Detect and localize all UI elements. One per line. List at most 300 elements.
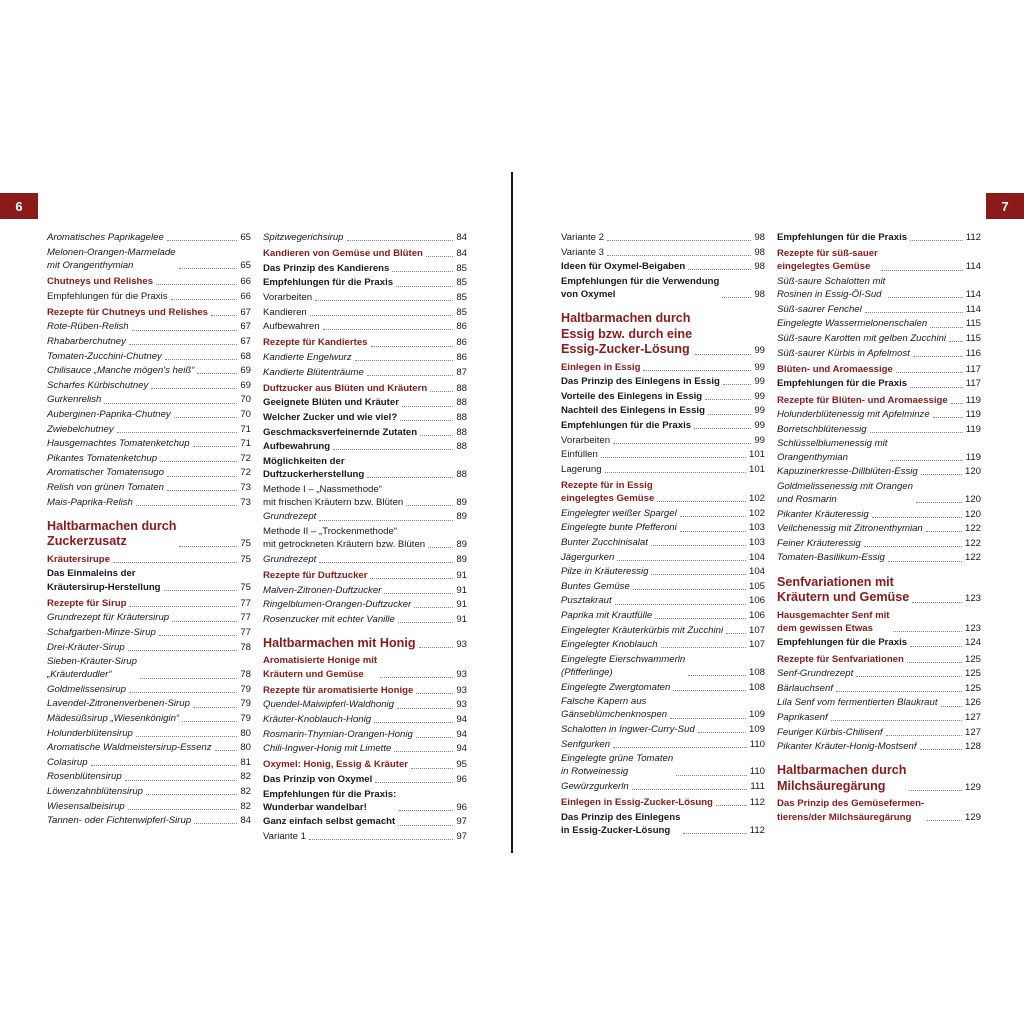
toc-entry-page: 128 (964, 741, 981, 753)
toc-dot-leader (179, 268, 238, 269)
toc-entry (263, 396, 467, 409)
toc-entry (47, 727, 251, 740)
toc-entry-title: Holunderblütenessig mit Apfelminze (777, 409, 930, 421)
toc-dot-leader (657, 501, 746, 502)
toc-entry (263, 510, 467, 523)
toc-entry-title: Grundrezept (263, 511, 317, 523)
toc-section-entry (47, 553, 251, 566)
toc-entry-title: Süß-saure Schalotten mit Rosinen in Essig-Öl-Sud (777, 276, 886, 301)
toc-entry (777, 726, 981, 739)
toc-dot-leader (655, 618, 746, 619)
toc-entry-page: 85 (456, 277, 467, 289)
toc-section-entry (777, 394, 981, 407)
toc-entry-page: 68 (240, 350, 251, 362)
toc-entry (47, 364, 251, 377)
toc-entry-page: 125 (964, 682, 981, 694)
toc-dot-leader (125, 780, 238, 781)
toc-dot-leader (129, 344, 237, 345)
toc-section-entry (47, 275, 251, 288)
toc-entry-page: 99 (754, 434, 765, 446)
toc-entry-title: Süß-saure Karotten mit gelben Zucchini (777, 332, 947, 344)
toc-dot-leader (370, 578, 453, 579)
toc-entry-title: Vorarbeiten (561, 434, 611, 446)
toc-entry-title: Eingelegter weißer Spargel (561, 507, 677, 519)
toc-entry-page: 81 (240, 756, 251, 768)
toc-entry-page: 104 (748, 551, 765, 563)
toc-dot-leader (909, 790, 962, 791)
toc-dot-leader (673, 690, 746, 691)
toc-dot-leader (910, 387, 963, 388)
toc-entry-page: 93 (456, 684, 467, 696)
toc-entry (263, 773, 467, 786)
toc-entry-title: Aromatisierte Honige mit Kräutern und Gemüse (263, 655, 378, 680)
toc-dot-leader (416, 693, 453, 694)
toc-entry-page: 66 (240, 290, 251, 302)
toc-entry-page: 120 (964, 508, 981, 520)
toc-dot-leader (896, 372, 963, 373)
toc-entry-title: Rosmarin-Thymian-Orangen-Honig (263, 728, 413, 740)
toc-entry-page: 98 (754, 288, 765, 300)
toc-dot-leader (91, 765, 238, 766)
toc-dot-leader (722, 297, 751, 298)
toc-dot-leader (197, 373, 237, 374)
toc-entry-title: Ganz einfach selbst gemacht (263, 816, 396, 828)
toc-entry (561, 811, 765, 837)
toc-entry (561, 536, 765, 549)
toc-entry-title: Pikanter Kräuteressig (777, 508, 869, 520)
toc-entry (263, 598, 467, 611)
toc-dot-leader (933, 417, 963, 418)
toc-entry-title: Das Einmaleins der Kräutersirup-Herstellung (47, 568, 161, 593)
toc-entry-title: Goldmelissenessig mit Orangen und Rosmarin (777, 480, 913, 505)
toc-entry (47, 423, 251, 436)
toc-dot-leader (384, 593, 453, 594)
toc-entry-page: 99 (754, 390, 765, 402)
toc-dot-leader (129, 692, 237, 693)
toc-entry-page: 67 (240, 306, 251, 318)
toc-entry-page: 88 (456, 468, 467, 480)
toc-entry-title: Rezepte für Chutneys und Relishes (47, 306, 208, 318)
toc-dot-leader (371, 346, 454, 347)
toc-chapter-entry (263, 636, 467, 652)
toc-entry-title: Variante 3 (561, 246, 605, 258)
toc-entry (263, 788, 467, 814)
toc-dot-leader (171, 299, 238, 300)
toc-dot-leader (643, 370, 751, 371)
toc-section-entry (263, 336, 467, 349)
toc-section-entry (561, 796, 765, 809)
toc-dot-leader (174, 417, 238, 418)
toc-entry (263, 366, 467, 379)
toc-dot-leader (708, 414, 751, 415)
toc-entry-title: Empfehlungen für die Praxis (777, 378, 908, 390)
toc-chapter-entry (561, 311, 765, 358)
toc-dot-leader (319, 520, 453, 521)
toc-entry (777, 636, 981, 649)
toc-entry-page: 99 (754, 376, 765, 388)
toc-dot-leader (194, 823, 237, 824)
toc-entry-page: 73 (240, 496, 251, 508)
toc-entry (263, 440, 467, 453)
toc-entry-page: 67 (240, 335, 251, 347)
toc-entry-page: 85 (456, 262, 467, 274)
toc-entry-page: 75 (240, 553, 251, 565)
toc-dot-leader (705, 399, 751, 400)
toc-entry (47, 496, 251, 509)
toc-entry-title: Empfehlungen für die Praxis (777, 637, 908, 649)
toc-entry-title: Welcher Zucker und wie viel? (263, 411, 398, 423)
toc-entry (47, 290, 251, 303)
toc-section-entry (777, 609, 981, 635)
toc-entry-title: Empfehlungen für die Praxis (777, 232, 908, 243)
toc-entry-title: Eingelegte bunte Pfefferoni (561, 522, 677, 534)
toc-entry (561, 260, 765, 273)
toc-dot-leader (694, 428, 751, 429)
toc-dot-leader (160, 461, 237, 462)
toc-entry-title: Chilisauce „Manche mögen's heiß“ (47, 365, 195, 377)
toc-entry-title: Haltbarmachen mit Honig (263, 635, 416, 650)
toc-dot-leader (193, 446, 238, 447)
toc-dot-leader (912, 602, 962, 603)
toc-entry-page: 66 (240, 276, 251, 287)
toc-entry-title: Hausgemachter Senf mit dem gewissen Etwas (777, 609, 890, 634)
toc-entry-page: 116 (965, 347, 981, 359)
toc-entry (561, 752, 765, 778)
toc-entry-page: 80 (240, 727, 251, 739)
toc-entry (47, 785, 251, 798)
toc-entry-page: 98 (754, 232, 765, 243)
toc-entry (777, 740, 981, 753)
toc-dot-leader (601, 457, 746, 458)
toc-entry-title: Goldmelissensirup (47, 683, 126, 695)
toc-entry-title: Oxymel: Honig, Essig & Kräuter (263, 759, 409, 771)
toc-entry-page: 91 (456, 613, 467, 625)
toc-entry-title: Chili-Ingwer-Honig mit Limette (263, 743, 392, 755)
toc-entry (47, 350, 251, 363)
toc-entry-page: 95 (456, 759, 467, 771)
toc-chapter-entry (777, 763, 981, 794)
toc-dot-leader (723, 384, 751, 385)
toc-entry (47, 246, 251, 272)
toc-dot-leader (605, 472, 746, 473)
toc-entry-title: Feiner Kräuteressig (777, 537, 861, 549)
toc-entry-title: Vorteile des Einlegens in Essig (561, 390, 703, 402)
toc-entry (561, 723, 765, 736)
toc-entry (561, 624, 765, 637)
toc-column-4 (777, 231, 981, 825)
toc-dot-leader (426, 256, 453, 257)
toc-entry-page: 89 (456, 496, 467, 508)
toc-entry-page: 110 (749, 738, 765, 750)
toc-dot-leader (886, 735, 962, 736)
toc-entry-title: Blüten- und Aromaessige (777, 363, 893, 375)
toc-entry-title: Empfehlungen für die Praxis (47, 290, 168, 302)
toc-dot-leader (890, 460, 962, 461)
toc-entry-page: 70 (240, 394, 251, 406)
toc-entry-title: Borretschblütenessig (777, 423, 867, 435)
toc-entry (777, 231, 981, 244)
toc-entry-title: Rezepte für Senfvariationen (777, 653, 904, 665)
toc-entry-page: 91 (456, 599, 467, 611)
toc-chapter-entry (47, 519, 251, 550)
toc-entry-page: 114 (965, 303, 981, 315)
toc-section-entry (777, 653, 981, 666)
toc-entry-page: 94 (456, 743, 467, 755)
toc-entry-page: 77 (240, 597, 251, 609)
toc-entry (263, 728, 467, 741)
toc-dot-leader (430, 391, 453, 392)
toc-dot-leader (651, 545, 746, 546)
toc-entry (777, 667, 981, 680)
toc-entry (47, 408, 251, 421)
toc-entry (263, 276, 467, 289)
toc-entry-page: 71 (240, 423, 251, 435)
toc-entry (561, 638, 765, 651)
toc-entry-title: Lavendel-Zitronenverbenen-Sirup (47, 698, 190, 710)
toc-entry-title: Empfehlungen für die Praxis (561, 420, 692, 432)
toc-entry-title: Vorarbeiten (263, 291, 313, 303)
toc-dot-leader (856, 676, 962, 677)
toc-entry-page: 102 (748, 493, 765, 505)
toc-dot-leader (670, 718, 746, 719)
toc-entry-page: 88 (456, 411, 467, 423)
toc-entry (263, 525, 467, 551)
page-gutter-divider (511, 172, 513, 853)
toc-entry-title: Pilze in Kräuteressig (561, 566, 649, 578)
toc-dot-leader (615, 604, 746, 605)
toc-entry-page: 84 (240, 815, 251, 827)
toc-entry (561, 507, 765, 520)
toc-entry (561, 738, 765, 751)
toc-entry-title: Empfehlungen für die Praxis: Wunderbar wandelbar! (263, 788, 397, 813)
toc-entry-title: Sieben-Kräuter-Sirup „Kräuterdudler“ (47, 656, 137, 681)
toc-entry-page: 112 (749, 797, 765, 809)
toc-entry-title: Ringelblumen-Orangen-Duftzucker (263, 599, 412, 611)
toc-entry-page: 75 (240, 537, 251, 549)
toc-entry (777, 423, 981, 436)
toc-dot-leader (400, 420, 453, 421)
toc-entry-title: Geschmacksverfeinernde Zutaten (263, 426, 418, 438)
toc-entry-title: Zwiebelchutney (47, 423, 114, 435)
toc-entry-page: 72 (240, 452, 251, 464)
toc-entry-title: Methode II – „Trockenmethode“ mit getrockneten Kräutern bzw. Blüten (263, 525, 426, 551)
toc-entry-page: 89 (456, 539, 467, 551)
toc-entry-page: 114 (965, 289, 981, 301)
toc-chapter-entry (777, 575, 981, 606)
toc-entry-title: Veilchenessig mit Zitronenthymian (777, 523, 923, 535)
toc-entry-title: Eingelegter Kräuterkürbis mit Zucchini (561, 624, 724, 636)
toc-dot-leader (951, 403, 963, 404)
toc-dot-leader (419, 647, 454, 648)
toc-entry-page: 120 (964, 466, 981, 478)
toc-dot-leader (632, 789, 748, 790)
toc-entry (561, 653, 765, 679)
toc-entry-title: Geeignete Blüten und Kräuter (263, 397, 399, 409)
toc-entry (561, 565, 765, 578)
toc-dot-leader (633, 589, 746, 590)
toc-entry (561, 594, 765, 607)
toc-entry-title: Buntes Gemüse (561, 580, 630, 592)
toc-entry-title: Paprikasenf (777, 711, 828, 723)
toc-dot-leader (104, 403, 237, 404)
toc-entry (777, 711, 981, 724)
toc-entry-page: 89 (456, 511, 467, 523)
toc-dot-leader (156, 284, 237, 285)
toc-dot-leader (907, 662, 962, 663)
toc-entry (263, 713, 467, 726)
toc-entry-page: 79 (240, 683, 251, 695)
toc-entry-title: Methode I – „Nassmethode“ mit frischen Kräutern bzw. Blüten (263, 483, 404, 508)
toc-dot-leader (310, 315, 454, 316)
toc-section-entry (263, 247, 467, 260)
toc-entry-page: 65 (240, 232, 251, 243)
toc-entry-page: 123 (964, 622, 981, 634)
toc-entry-title: Senfvariationen mit Kräutern und Gemüse (777, 574, 910, 605)
toc-entry (777, 508, 981, 521)
toc-dot-leader (864, 546, 962, 547)
toc-column-1 (47, 231, 251, 829)
toc-section-entry (777, 797, 981, 823)
toc-entry-page: 85 (456, 306, 467, 318)
toc-dot-leader (428, 547, 453, 548)
toc-entry (47, 437, 251, 450)
toc-entry-title: Melonen-Orangen-Marmelade mit Orangenthymian (47, 246, 176, 271)
toc-dot-leader (613, 747, 747, 748)
toc-entry (263, 455, 467, 481)
toc-entry-page: 114 (965, 261, 981, 273)
toc-dot-leader (927, 820, 962, 821)
toc-entry-page: 94 (456, 728, 467, 740)
toc-entry-title: Duftzucker aus Blüten und Kräutern (263, 382, 428, 394)
toc-entry-page: 111 (750, 780, 765, 792)
toc-entry-title: Gewürzgurkerln (561, 780, 629, 792)
toc-dot-leader (921, 474, 962, 475)
toc-dot-leader (651, 574, 746, 575)
toc-entry (561, 448, 765, 461)
toc-dot-leader (716, 805, 747, 806)
toc-entry-page: 96 (456, 773, 467, 785)
toc-entry-page: 129 (964, 782, 981, 794)
toc-entry-title: Eingelegte Eierschwammerln (Pfifferlinge) (561, 653, 686, 678)
toc-entry-title: Einlegen in Essig (561, 361, 641, 373)
toc-dot-leader (165, 359, 238, 360)
toc-entry-page: 101 (748, 449, 765, 461)
toc-entry (777, 465, 981, 478)
toc-entry-title: Das Prinzip des Kandierens (263, 262, 390, 274)
toc-entry-title: Aromatische Waldmeistersirup-Essenz (47, 742, 212, 754)
toc-dot-leader (683, 833, 746, 834)
toc-entry-page: 103 (748, 537, 765, 549)
toc-entry (263, 351, 467, 364)
toc-entry-title: Malven-Zitronen-Duftzucker (263, 584, 382, 596)
toc-section-entry (263, 654, 467, 680)
toc-entry-page: 91 (456, 584, 467, 596)
toc-dot-leader (182, 721, 237, 722)
toc-dot-leader (920, 749, 962, 750)
toc-dot-leader (607, 240, 751, 241)
toc-entry-page: 79 (240, 698, 251, 710)
toc-entry-title: Lila Senf vom fermentierten Blaukraut (777, 697, 938, 709)
toc-dot-leader (726, 633, 746, 634)
toc-entry-title: Chutneys und Relishes (47, 276, 154, 287)
toc-entry (47, 770, 251, 783)
toc-entry-title: Hausgemachtes Tomatenketchup (47, 438, 190, 450)
toc-section-entry (263, 684, 467, 697)
toc-entry (263, 306, 467, 319)
toc-entry-page: 73 (240, 481, 251, 493)
page-number-left: 6 (0, 193, 38, 219)
toc-entry-title: Kapuzinerkresse-Dillblüten-Essig (777, 466, 918, 478)
toc-entry-title: Tomaten-Basilikum-Essig (777, 552, 885, 564)
toc-entry-page: 86 (456, 351, 467, 363)
toc-column-3 (561, 231, 765, 839)
toc-entry-title: Süß-saurer Fenchel (777, 303, 862, 315)
toc-entry (47, 481, 251, 494)
toc-entry-title: Spitzwegerichsirup (263, 232, 344, 243)
toc-dot-leader (117, 432, 238, 433)
toc-entry-title: Möglichkeiten der Duftzuckerherstellung (263, 455, 365, 480)
toc-entry-title: Grundrezept (263, 553, 317, 565)
toc-dot-leader (167, 476, 237, 477)
toc-dot-leader (613, 443, 751, 444)
toc-entry-page: 79 (240, 713, 251, 725)
toc-entry-page: 129 (964, 811, 981, 823)
toc-entry-title: Jägergurken (561, 551, 615, 563)
toc-entry-page: 80 (240, 742, 251, 754)
toc-entry-page: 106 (748, 610, 765, 621)
toc-entry-title: Falsche Kapern aus Gänseblümchenknospen (561, 696, 668, 721)
toc-entry (777, 332, 981, 345)
toc-entry-title: Rezepte für aromatisierte Honige (263, 684, 414, 696)
toc-entry-title: Lagerung (561, 463, 602, 475)
toc-entry-page: 109 (748, 723, 765, 735)
toc-entry-page: 108 (748, 666, 765, 678)
toc-entry-page: 82 (240, 771, 251, 783)
toc-entry-page: 119 (965, 423, 981, 435)
toc-entry-title: Rezepte für Kandiertes (263, 337, 368, 349)
toc-entry-page: 124 (964, 637, 981, 649)
toc-entry-page: 88 (456, 426, 467, 438)
toc-dot-leader (319, 562, 453, 563)
toc-entry-title: Holunderblütensirup (47, 727, 133, 739)
toc-entry-page: 72 (240, 467, 251, 479)
toc-entry-page: 69 (240, 365, 251, 377)
toc-dot-leader (949, 341, 963, 342)
toc-entry-page: 98 (754, 246, 765, 258)
toc-dot-leader (893, 631, 962, 632)
toc-column-2 (263, 231, 467, 845)
toc-dot-leader (179, 546, 237, 547)
toc-dot-leader (888, 297, 962, 298)
toc-dot-leader (323, 329, 454, 330)
toc-dot-leader (688, 269, 751, 270)
toc-entry-page: 85 (456, 291, 467, 303)
toc-entry-title: Das Prinzip des Gemüsefermen- tierens/der Milchsäuregärung (777, 798, 925, 823)
toc-entry-page: 117 (965, 363, 981, 375)
toc-entry (47, 712, 251, 725)
toc-dot-leader (146, 794, 237, 795)
toc-entry-page: 93 (456, 699, 467, 711)
toc-dot-leader (211, 315, 237, 316)
toc-dot-leader (607, 255, 751, 256)
toc-entry (47, 741, 251, 754)
toc-entry-page: 86 (456, 321, 467, 333)
toc-dot-leader (836, 691, 962, 692)
toc-entry-page: 122 (964, 537, 981, 549)
toc-entry-page: 88 (456, 382, 467, 394)
toc-dot-leader (617, 560, 746, 561)
toc-entry (777, 522, 981, 535)
